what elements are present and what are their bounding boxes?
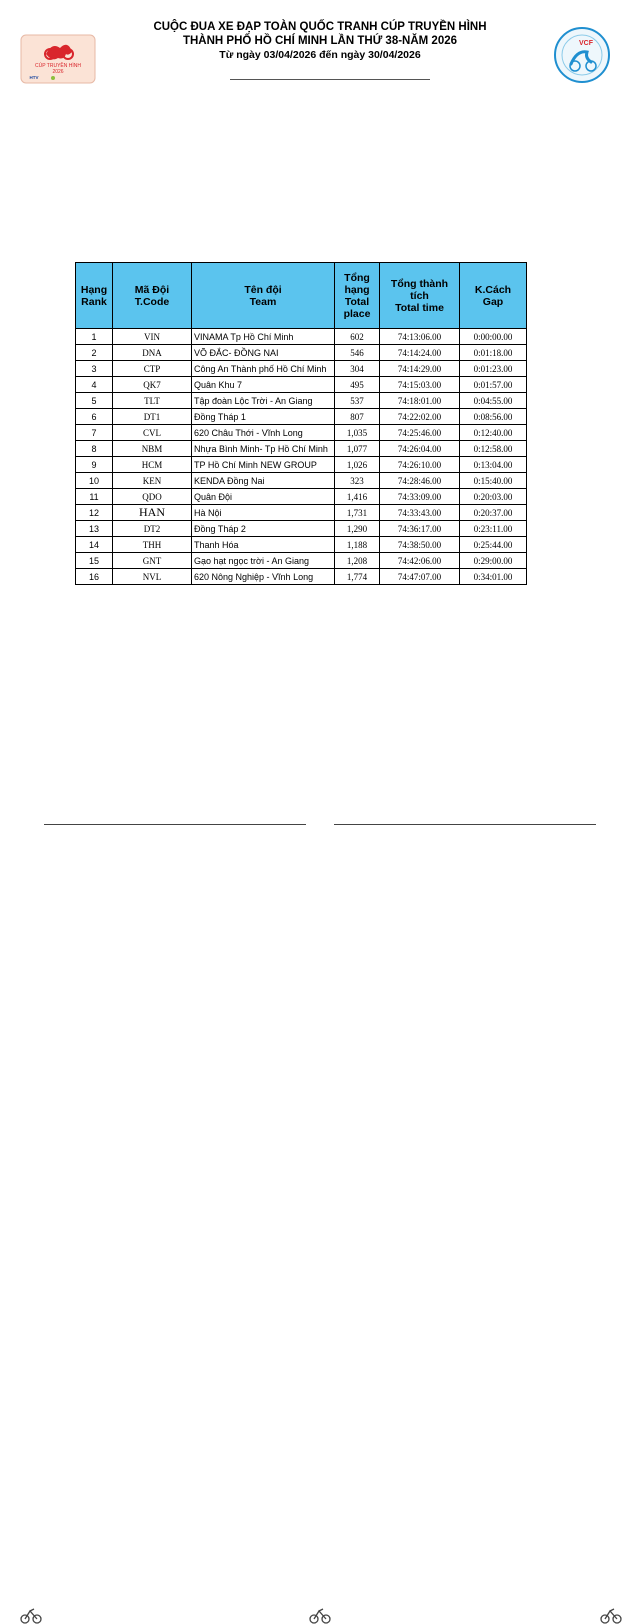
team-cell: Gạo hạt ngọc trời - An Giang [192,553,335,569]
svg-text:CÚP TRUYỀN HÌNH: CÚP TRUYỀN HÌNH [35,63,81,69]
code-cell: NBM [113,441,192,457]
place-cell: 1,208 [335,553,380,569]
team-cell: Tập đoàn Lộc Trời - An Giang [192,393,335,409]
rank-cell: 13 [76,521,113,537]
team-cell: Đồng Tháp 2 [192,521,335,537]
place-cell: 537 [335,393,380,409]
code-cell: THH [113,537,192,553]
rank-cell: 8 [76,441,113,457]
svg-text:2026: 2026 [52,69,64,75]
header-total-place: Tổng hạng Total place [335,263,380,329]
time-cell: 74:36:17.00 [380,521,460,537]
time-cell: 74:14:24.00 [380,345,460,361]
place-cell: 807 [335,409,380,425]
header-rank: Hạng Rank [76,263,113,329]
gap-cell: 0:25:44.00 [460,537,527,553]
code-cell: GNT [113,553,192,569]
header-total-time: Tổng thành tích Total time [380,263,460,329]
table-row [76,441,527,457]
table-row [76,489,527,505]
time-cell: 74:33:09.00 [380,489,460,505]
table-row [76,505,527,521]
team-cell: Công An Thành phố Hồ Chí Minh [192,361,335,377]
rank-cell: 9 [76,457,113,473]
footer-rule-right [334,824,596,825]
time-cell: 74:25:46.00 [380,425,460,441]
rank-cell: 2 [76,345,113,361]
gap-cell: 0:15:40.00 [460,473,527,489]
results-table [75,262,527,585]
gap-cell: 0:01:23.00 [460,361,527,377]
rank-cell: 11 [76,489,113,505]
time-cell: 74:42:06.00 [380,553,460,569]
header-team-name: Tên đội Team [192,263,335,329]
place-cell: 495 [335,377,380,393]
place-cell: 1,774 [335,569,380,585]
time-cell: 74:33:43.00 [380,505,460,521]
team-cell: Quân Đội [192,489,335,505]
rank-cell: 5 [76,393,113,409]
svg-text:VCF: VCF [579,40,593,47]
vcf-logo [553,26,611,84]
cyclist-mark-icon [309,1606,331,1624]
code-cell: KEN [113,473,192,489]
table-row [76,521,527,537]
header-team-code: Mã Đội T.Code [113,263,192,329]
place-cell: 304 [335,361,380,377]
gap-cell: 0:01:57.00 [460,377,527,393]
place-cell: 1,035 [335,425,380,441]
table-row [76,457,527,473]
place-cell: 1,290 [335,521,380,537]
code-cell: QDO [113,489,192,505]
code-cell: TLT [113,393,192,409]
title-block [150,20,490,62]
time-cell: 74:38:50.00 [380,537,460,553]
place-cell: 546 [335,345,380,361]
header-gap: K.Cách Gap [460,263,527,329]
table-row [76,393,527,409]
rank-cell: 14 [76,537,113,553]
code-cell: NVL [113,569,192,585]
gap-cell: 0:34:01.00 [460,569,527,585]
rank-cell: 7 [76,425,113,441]
rank-cell: 10 [76,473,113,489]
time-cell: 74:28:46.00 [380,473,460,489]
document-header [0,0,640,90]
gap-cell: 0:23:11.00 [460,521,527,537]
place-cell: 1,188 [335,537,380,553]
place-cell: 1,731 [335,505,380,521]
code-cell: CTP [113,361,192,377]
team-cell: Hà Nội [192,505,335,521]
table-row [76,537,527,553]
time-cell: 74:26:10.00 [380,457,460,473]
place-cell: 1,077 [335,441,380,457]
title-line-2: THÀNH PHỐ HỒ CHÍ MINH LẦN THỨ 38-NĂM 2026 [182,35,458,47]
date-range: Từ ngày 03/04/2026 đến ngày 30/04/2026 [219,49,421,61]
team-cell: 620 Châu Thới - Vĩnh Long [192,425,335,441]
table-row [76,553,527,569]
code-cell: CVL [113,425,192,441]
gap-cell: 0:00:00.00 [460,329,527,345]
team-cell: KENDA Đồng Nai [192,473,335,489]
gap-cell: 0:29:00.00 [460,553,527,569]
rank-cell: 1 [76,329,113,345]
team-cell: Thanh Hóa [192,537,335,553]
code-cell: HAN [113,505,192,521]
cyclist-mark-icon [600,1606,622,1624]
time-cell: 74:26:04.00 [380,441,460,457]
time-cell: 74:14:29.00 [380,361,460,377]
code-cell: VIN [113,329,192,345]
table-header-row [76,263,527,329]
table-row [76,473,527,489]
gap-cell: 0:20:37.00 [460,505,527,521]
place-cell: 1,416 [335,489,380,505]
code-cell: DT2 [113,521,192,537]
place-cell: 1,026 [335,457,380,473]
team-cell: VINAMA Tp Hồ Chí Minh [192,329,335,345]
title-line-1: CUỘC ĐUA XE ĐẠP TOÀN QUỐC TRANH CÚP TRUYỀN HÌNH [153,21,487,33]
team-cell: TP Hồ Chí Minh NEW GROUP [192,457,335,473]
svg-text:HTV: HTV [29,75,39,80]
table-row [76,345,527,361]
code-cell: DNA [113,345,192,361]
gap-cell: 0:12:40.00 [460,425,527,441]
team-cell: VÕ ĐẮC- ĐỒNG NAI [192,345,335,361]
gap-cell: 0:13:04.00 [460,457,527,473]
code-cell: DT1 [113,409,192,425]
code-cell: HCM [113,457,192,473]
table-row [76,361,527,377]
gap-cell: 0:08:56.00 [460,409,527,425]
gap-cell: 0:01:18.00 [460,345,527,361]
time-cell: 74:13:06.00 [380,329,460,345]
time-cell: 74:22:02.00 [380,409,460,425]
table-row [76,377,527,393]
team-cell: Nhựa Bình Minh- Tp Hồ Chí Minh [192,441,335,457]
gap-cell: 0:20:03.00 [460,489,527,505]
team-cell: Đồng Tháp 1 [192,409,335,425]
time-cell: 74:47:07.00 [380,569,460,585]
tv-cup-logo [20,34,96,84]
rank-cell: 12 [76,505,113,521]
rank-cell: 6 [76,409,113,425]
rank-cell: 16 [76,569,113,585]
time-cell: 74:15:03.00 [380,377,460,393]
rank-cell: 4 [76,377,113,393]
table-row [76,569,527,585]
gap-cell: 0:04:55.00 [460,393,527,409]
team-cell: 620 Nông Nghiệp - Vĩnh Long [192,569,335,585]
gap-cell: 0:12:58.00 [460,441,527,457]
table-row [76,425,527,441]
title-divider [230,79,430,80]
footer-rule-left [44,824,306,825]
table-row [76,409,527,425]
rank-cell: 3 [76,361,113,377]
rank-cell: 15 [76,553,113,569]
cyclist-mark-icon [20,1606,42,1624]
time-cell: 74:18:01.00 [380,393,460,409]
table-row [76,329,527,345]
place-cell: 602 [335,329,380,345]
place-cell: 323 [335,473,380,489]
code-cell: QK7 [113,377,192,393]
team-cell: Quân Khu 7 [192,377,335,393]
